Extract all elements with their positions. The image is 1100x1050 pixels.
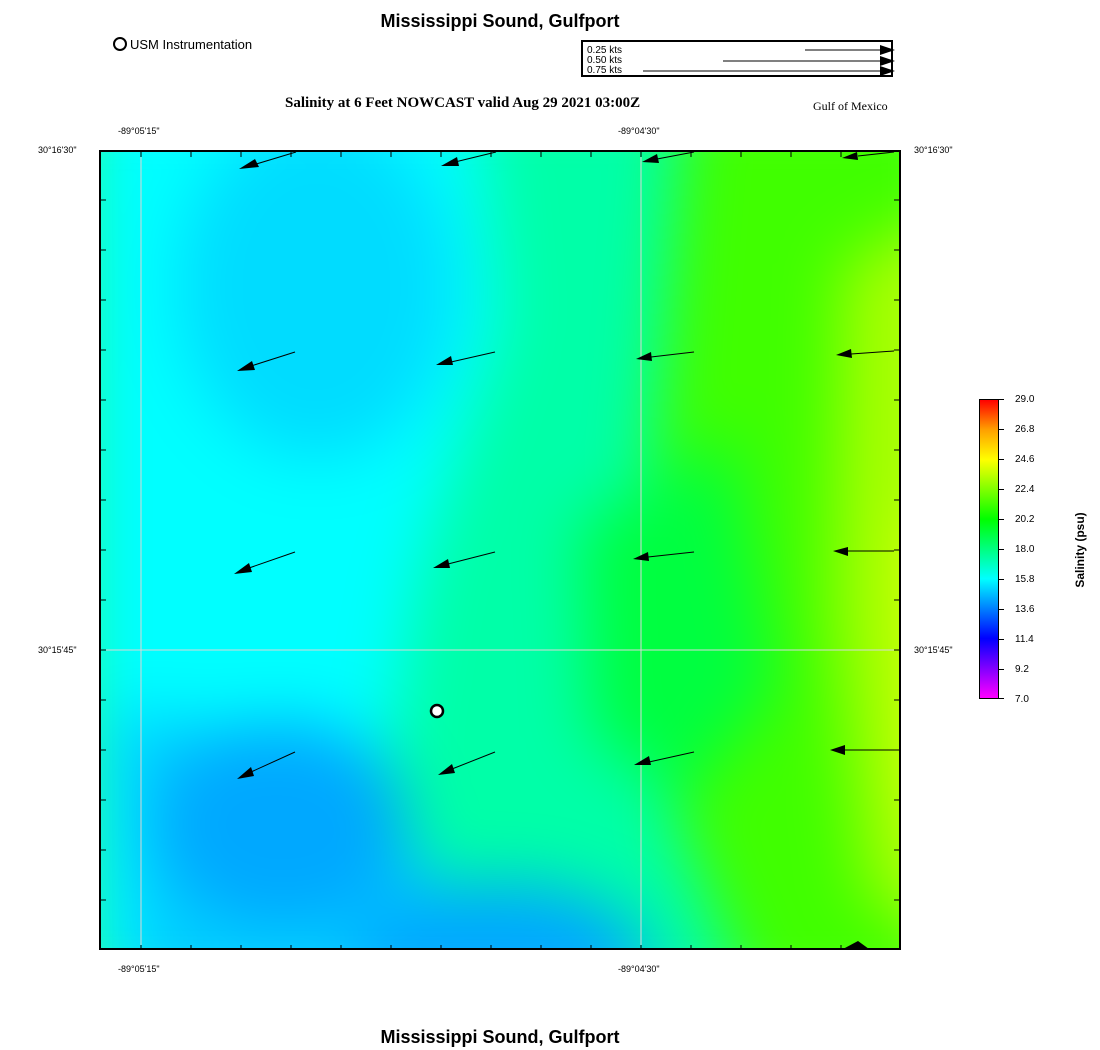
current-vector (634, 752, 694, 765)
current-vector (438, 752, 495, 775)
hollow-circle-icon (113, 37, 127, 51)
current-vector (642, 152, 694, 163)
colorbar-label: Salinity (psu) (1073, 512, 1087, 588)
current-vector (441, 152, 496, 166)
colorbar-tick-label: 18.0 (1015, 544, 1035, 555)
colorbar-tick-mark (999, 609, 1004, 610)
current-vectors (101, 152, 899, 950)
lon-label-bottom-right: -89°04'30" (618, 964, 660, 974)
colorbar-tick-label: 9.2 (1015, 664, 1029, 675)
current-vector (436, 352, 495, 365)
scale-arrows (583, 42, 895, 79)
scale-label-3: 0.75 kts (587, 65, 623, 76)
region-label: Gulf of Mexico (813, 99, 888, 113)
scale-arrow-3 (643, 66, 895, 76)
vector-scale-legend (581, 40, 893, 77)
colorbar-tick-mark (999, 489, 1004, 490)
colorbar-tick-mark (999, 698, 1004, 699)
lon-label-top-left: -89°05'15" (118, 126, 160, 136)
lat-label-right-mid: 30°15'45" (914, 645, 953, 655)
current-vector (633, 552, 694, 561)
current-vector (830, 745, 894, 755)
current-vector (833, 547, 894, 556)
current-vector-partial (843, 941, 869, 949)
colorbar-tick-mark (999, 669, 1004, 670)
usm-instrumentation-marker[interactable] (431, 705, 443, 717)
colorbar-tick-label: 22.4 (1015, 484, 1035, 495)
current-vector (237, 352, 295, 371)
lat-label-left-mid: 30°15'45" (38, 645, 77, 655)
colorbar-tick-mark (999, 459, 1004, 460)
current-vector (237, 752, 295, 779)
current-vector (636, 352, 694, 361)
colorbar-tick-mark (999, 399, 1004, 400)
current-vector (842, 152, 894, 160)
colorbar-tick-label: 11.4 (1015, 634, 1034, 645)
colorbar-tick-label: 20.2 (1015, 514, 1035, 525)
current-vector (234, 552, 295, 574)
colorbar-tick-mark (999, 579, 1004, 580)
salinity-colorbar (979, 399, 999, 699)
current-vector (239, 152, 296, 169)
lat-label-right-top: 30°16'30" (914, 145, 953, 155)
footer-title: Mississippi Sound, Gulfport (380, 1027, 620, 1047)
map-title: Mississippi Sound, Gulfport (380, 11, 620, 31)
lon-label-bottom-left: -89°05'15" (118, 964, 160, 974)
legend-marker-label: USM Instrumentation (130, 37, 253, 52)
current-vector (836, 349, 894, 358)
colorbar-tick-mark (999, 429, 1004, 430)
colorbar-tick-label: 26.8 (1015, 424, 1035, 435)
lon-label-top-right: -89°04'30" (618, 126, 660, 136)
colorbar-tick-mark (999, 549, 1004, 550)
scale-label-1: 0.25 kts (587, 45, 623, 56)
lat-label-left-top: 30°16'30" (38, 145, 77, 155)
map-subtitle: Salinity at 6 Feet NOWCAST valid Aug 29 2021 03:00Z (285, 95, 641, 111)
current-vector (433, 552, 495, 568)
scale-arrow-2 (723, 56, 895, 66)
colorbar-tick-label: 13.6 (1015, 604, 1035, 615)
salinity-map[interactable] (99, 150, 901, 950)
colorbar-tick-label: 15.8 (1015, 574, 1035, 585)
scale-arrow-1 (805, 45, 895, 55)
colorbar-tick-label: 29.0 (1015, 394, 1035, 405)
scale-label-2: 0.50 kts (587, 55, 623, 66)
colorbar-tick-label: 24.6 (1015, 454, 1035, 465)
colorbar-tick-mark (999, 639, 1004, 640)
colorbar-tick-mark (999, 519, 1004, 520)
axis-ticks (101, 152, 899, 950)
colorbar-tick-label: 7.0 (1015, 694, 1029, 705)
